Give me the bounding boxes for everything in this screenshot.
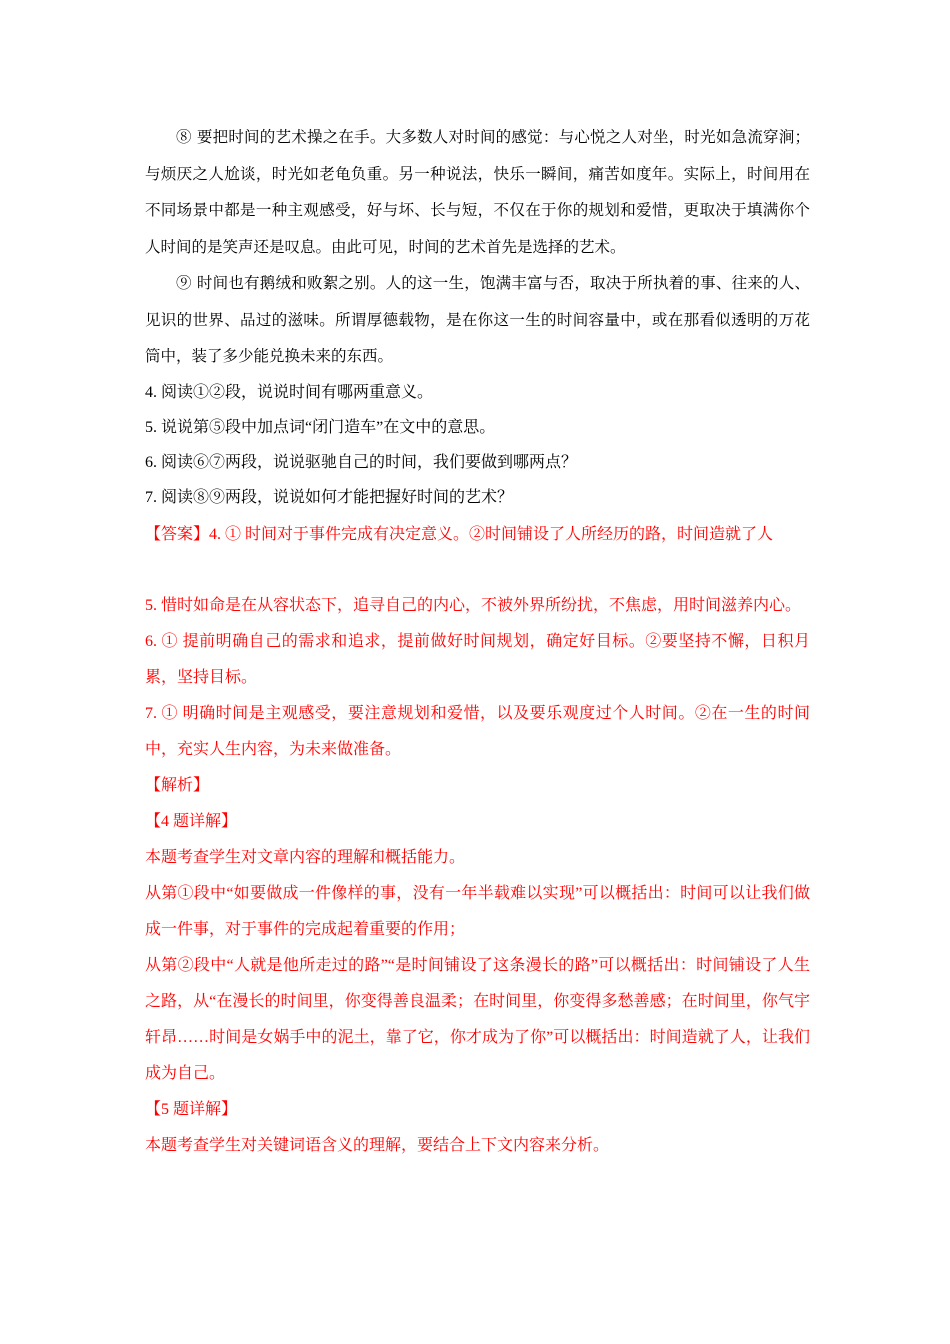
question-4: 4. 阅读①②段，说说时间有哪两重意义。 <box>145 384 434 401</box>
answer-6: 6. ① 提前明确自己的需求和追求，提前做好时间规划，确定好目标。②要坚持不懈，日积月累，坚持目标。 <box>145 633 810 686</box>
passage-section <box>145 119 810 375</box>
q4-detail-heading: 【4 题详解】 <box>145 813 238 830</box>
passage-paragraph-9: ⑨ 时间也有鹅绒和败絮之别。人的这一生，饱满丰富与否，取决于所执着的事、往来的人、见识的世界、品过的滋味。所谓厚德载物，是在你这一生的时间容量中，或在那看似透明的万花筒中，装了多少能兑换未来的东西。 <box>145 274 810 365</box>
q4-detail-paragraph-1: 从第①段中“如要做成一件像样的事，没有一年半载难以实现”可以概括出：时间可以让我们做成一件事，对于事件的完成起着重要的作用； <box>145 885 810 938</box>
passage-paragraph-8: ⑧ 要把时间的艺术操之在手。大多数人对时间的感觉：与心悦之人对坐，时光如急流穿涧；与烦厌之人尬谈，时光如老龟负重。另一种说法，快乐一瞬间，痛苦如度年。实际上，时间用在不同场景中都是一种主观感受，好与坏、长与短，不仅在于你的规划和爱惜，更取决于填满你个人时间的是笑声还是叹息。由此可见，时间的艺术首先是选择的艺术。 <box>145 128 810 256</box>
analysis-heading: 【解析】 <box>145 777 210 794</box>
answer-5: 5. 惜时如命是在从容状态下，追寻自己的内心，不被外界所纷扰，不焦虑，用时间滋养内心。 <box>145 597 802 614</box>
q5-detail-heading: 【5 题详解】 <box>145 1101 238 1118</box>
question-5: 5. 说说第⑤段中加点词“闭门造车”在文中的意思。 <box>145 419 496 436</box>
question-7: 7. 阅读⑧⑨两段，说说如何才能把握好时间的艺术？ <box>145 489 514 506</box>
q4-detail-intro: 本题考查学生对文章内容的理解和概括能力。 <box>145 849 466 866</box>
answer-4-section <box>145 517 810 553</box>
answer-7: 7. ① 明确时间是主观感受，要注意规划和爱惜，以及要乐观度过个人时间。②在一生的时间中，充实人生内容，为未来做准备。 <box>145 705 810 758</box>
questions-section <box>145 375 810 515</box>
answers-section <box>145 588 810 1164</box>
q5-detail-intro: 本题考查学生对关键词语含义的理解，要结合上下文内容来分析。 <box>145 1137 610 1154</box>
q4-detail-paragraph-2: 从第②段中“人就是他所走过的路”“是时间铺设了这条漫长的路”可以概括出：时间铺设了人生之路，从“在漫长的时间里，你变得善良温柔；在时间里，你变得多愁善感；在时间里，你气宇轩昂……时间是女娲手中的泥土，靠了它，你才成为了你”可以概括出：时间造就了人，让我们成为自己。 <box>145 957 810 1082</box>
question-6: 6. 阅读⑥⑦两段，说说驱驰自己的时间，我们要做到哪两点？ <box>145 454 578 471</box>
answer-4: 【答案】4. ① 时间对于事件完成有决定意义。②时间铺设了人所经历的路，时间造就了人 <box>145 526 774 543</box>
